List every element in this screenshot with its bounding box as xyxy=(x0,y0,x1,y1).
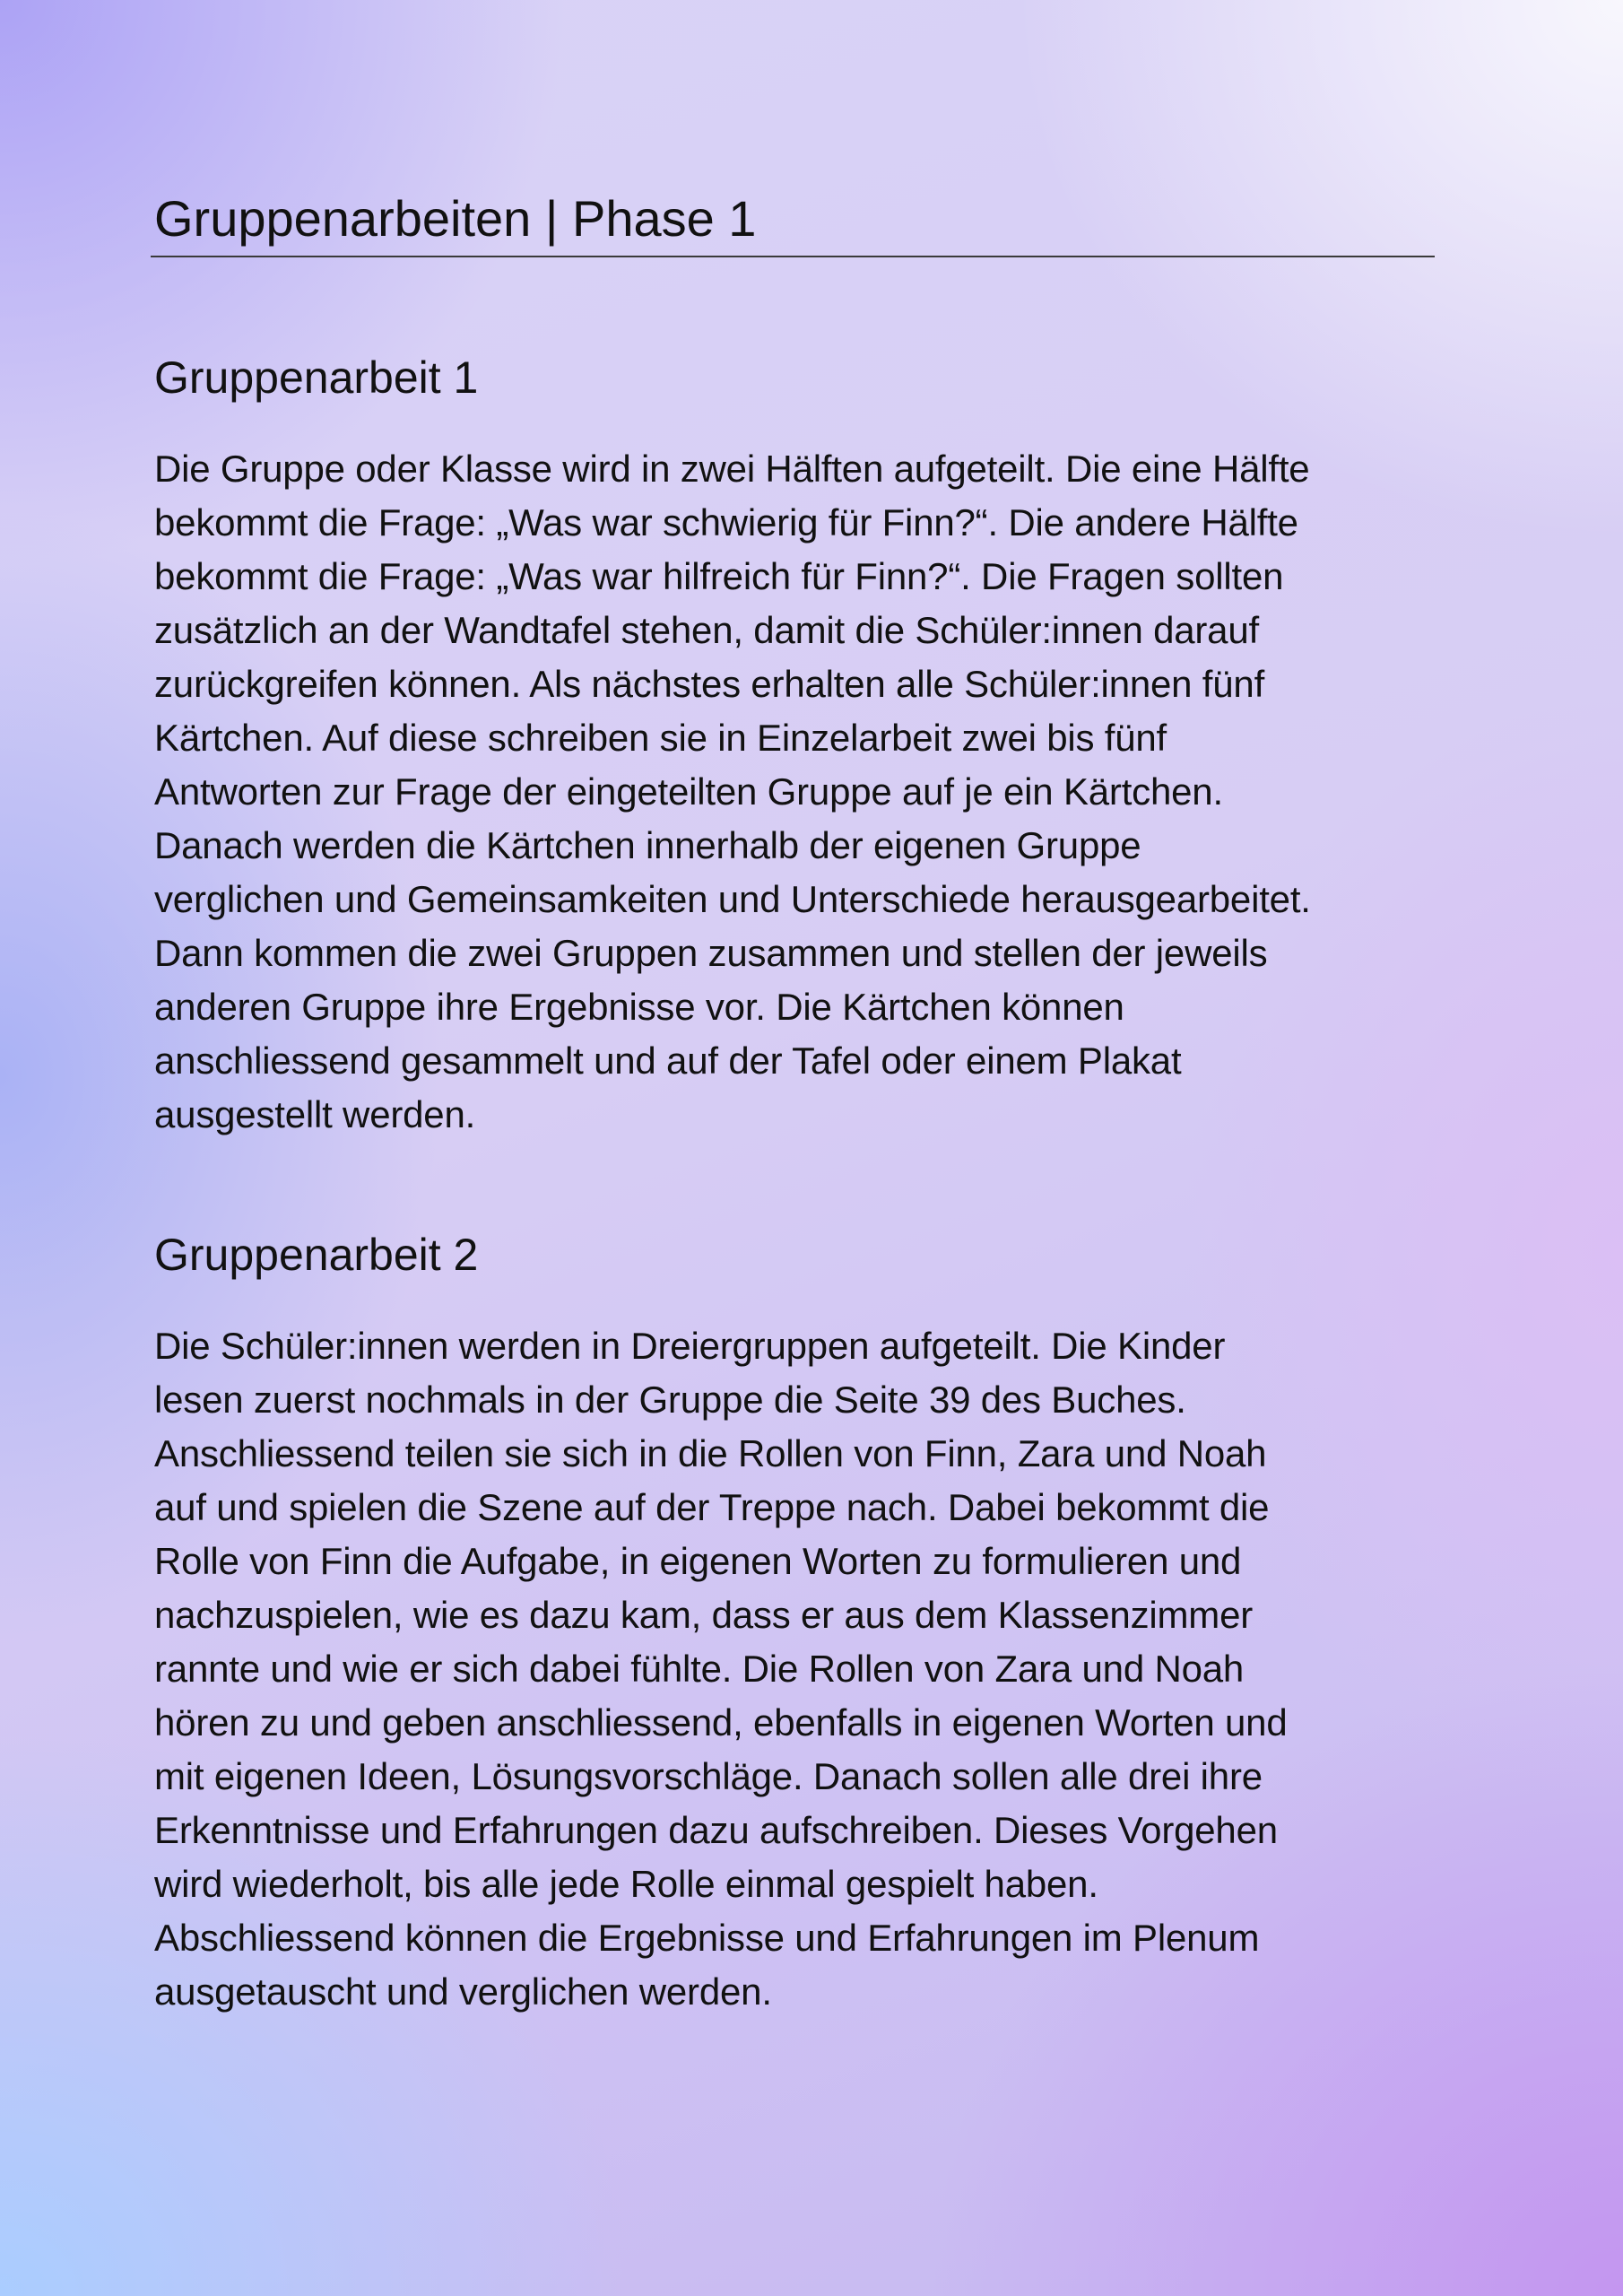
section-gruppenarbeit-1 xyxy=(154,351,1435,1142)
section-body-paragraph: Die Gruppe oder Klasse wird in zwei Hälften aufgeteilt. Die eine Hälfte bekommt die Frage: „Was war schwierig für Finn?“. Die andere Hälfte bekommt die Frage: „Was war hilfreich für Finn?“. Die Fragen sollten zusätzlich an der Wandtafel stehen, damit die Schüler:innen darauf zurückgreifen können. Als nächstes erhalten alle Schüler:innen fünf Kärtchen. Auf diese schreiben sie in Einzelarbeit zwei bis fünf Antworten zur Frage der eingeteilten Gruppe auf je ein Kärtchen. Danach werden die Kärtchen innerhalb der eigenen Gruppe verglichen und Gemeinsamkeiten und Unterschiede herausgearbeitet. Dann kommen die zwei Gruppen zusammen und stellen der jeweils anderen Gruppe ihre Ergebnisse vor. Die Kärtchen können anschliessend gesammelt und auf der Tafel oder einem Plakat ausgestellt werden. xyxy=(154,448,1311,1136)
title-divider xyxy=(151,256,1435,257)
section-body-paragraph: Die Schüler:innen werden in Dreiergruppen aufgeteilt. Die Kinder lesen zuerst nochmals in der Gruppe die Seite 39 des Buches. Anschliessend teilen sie sich in die Rollen von Finn, Zara und Noah auf und spielen die Szene auf der Treppe nach. Dabei bekommt die Rolle von Finn die Aufgabe, in eigenen Worten zu formulieren und nachzuspielen, wie es dazu kam, dass er aus dem Klassenzimmer rannte und wie er sich dabei fühlte. Die Rollen von Zara und Noah hören zu und geben anschliessend, ebenfalls in eigenen Worten und mit eigenen Ideen, Lösungsvorschläge. Danach sollen alle drei ihre Erkenntnisse und Erfahrungen dazu aufschreiben. Dieses Vorgehen wird wiederholt, bis alle jede Rolle einmal gespielt haben. Abschliessend können die Ergebnisse und Erfahrungen im Plenum ausgetauscht und verglichen werden. xyxy=(154,1325,1288,2013)
section-heading: Gruppenarbeit 2 xyxy=(154,1230,479,1281)
section-heading: Gruppenarbeit 1 xyxy=(154,352,479,404)
section-gruppenarbeit-2 xyxy=(154,1228,1435,2019)
page-title: Gruppenarbeiten | Phase 1 xyxy=(154,190,757,247)
document-page xyxy=(154,188,1435,2019)
